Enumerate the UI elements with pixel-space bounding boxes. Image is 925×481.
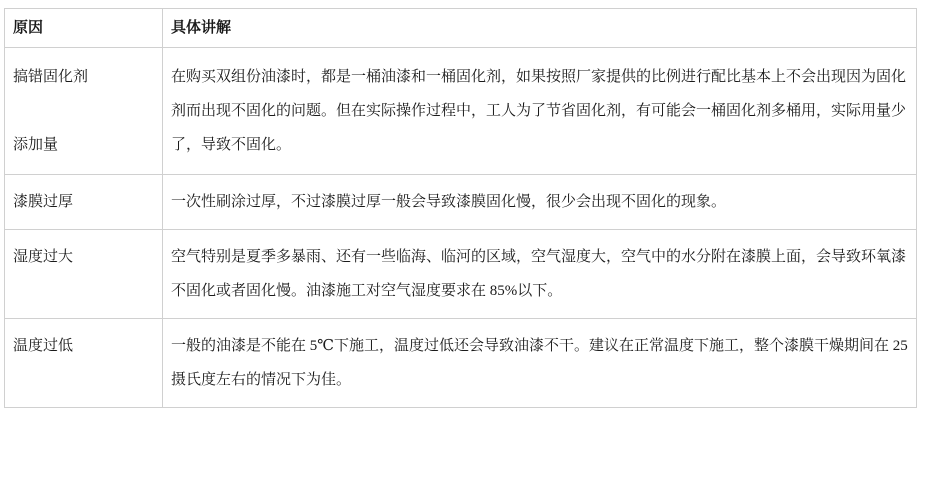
reason-cell [5, 230, 163, 319]
table-row [5, 175, 917, 230]
reason-cell [5, 48, 163, 175]
detail-cell: 在购买双组份油漆时，都是一桶油漆和一桶固化剂，如果按照厂家提供的比例进行配比基本上不会出现因为固化剂而出现不固化的问题。但在实际操作过程中，工人为了节省固化剂，有可能会一桶固化剂多桶用，实际用量少了，导致不固化。 [163, 48, 917, 175]
reason-line: 湿度过大 [13, 249, 74, 265]
column-header-reason: 原因 [5, 9, 163, 48]
detail-cell: 空气特别是夏季多暴雨、还有一些临海、临河的区域，空气湿度大，空气中的水分附在漆膜上面，会导致环氧漆不固化或者固化慢。油漆施工对空气湿度要求在 85%以下。 [163, 230, 917, 319]
reason-line: 搞错固化剂 [13, 69, 89, 85]
table-header-row [5, 9, 917, 48]
reason-cell [5, 319, 163, 408]
reason-line: 温度过低 [13, 338, 74, 354]
detail-cell: 一般的油漆是不能在 5℃下施工，温度过低还会导致油漆不干。建议在正常温度下施工，整个漆膜干燥期间在 25 摄氏度左右的情况下为佳。 [163, 319, 917, 408]
reason-line: 添加量 [13, 137, 59, 153]
table-row [5, 230, 917, 319]
reason-line: 漆膜过厚 [13, 194, 74, 210]
table-row [5, 319, 917, 408]
reason-cell [5, 175, 163, 230]
column-header-detail: 具体讲解 [163, 9, 917, 48]
reasons-table [4, 8, 917, 408]
table-row [5, 48, 917, 175]
detail-cell: 一次性刷涂过厚，不过漆膜过厚一般会导致漆膜固化慢，很少会出现不固化的现象。 [163, 175, 917, 230]
